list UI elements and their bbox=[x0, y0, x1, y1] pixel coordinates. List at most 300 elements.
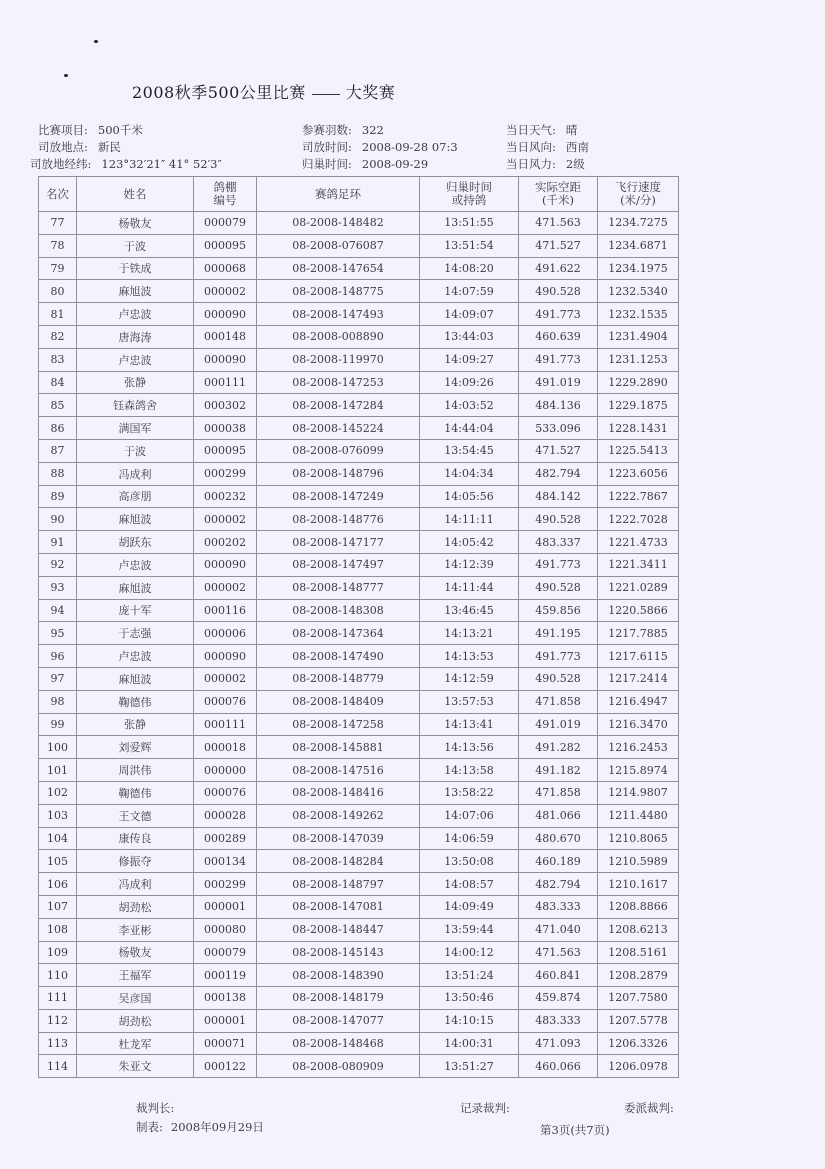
table-row bbox=[39, 234, 679, 257]
cell-speed: 1231.4904 bbox=[598, 325, 679, 348]
info-return-time-value: 2008-09-29 bbox=[361, 157, 429, 171]
cell-name: 修振夺 bbox=[77, 850, 194, 873]
cell-speed: 1217.7885 bbox=[598, 622, 679, 645]
table-row bbox=[39, 439, 679, 462]
info-entries bbox=[302, 122, 384, 138]
cell-rank: 91 bbox=[39, 531, 77, 554]
header-distance-line1: 实际空距 bbox=[535, 180, 581, 194]
cell-ring: 08-2008-147516 bbox=[257, 759, 420, 782]
cell-distance: 471.563 bbox=[519, 941, 598, 964]
cell-loft: 000299 bbox=[194, 873, 257, 896]
cell-distance: 490.528 bbox=[519, 280, 598, 303]
footer-chief-judge bbox=[136, 1100, 174, 1116]
cell-time: 14:05:42 bbox=[420, 531, 519, 554]
cell-distance: 471.858 bbox=[519, 781, 598, 804]
cell-time: 14:07:59 bbox=[420, 280, 519, 303]
cell-distance: 483.333 bbox=[519, 1009, 598, 1032]
cell-rank: 86 bbox=[39, 417, 77, 440]
cell-ring: 08-2008-147493 bbox=[257, 303, 420, 326]
cell-rank: 106 bbox=[39, 873, 77, 896]
cell-loft: 000002 bbox=[194, 576, 257, 599]
header-time-line2: 或持鸽 bbox=[451, 193, 487, 207]
cell-speed: 1220.5866 bbox=[598, 599, 679, 622]
cell-rank: 104 bbox=[39, 827, 77, 850]
cell-distance: 480.670 bbox=[519, 827, 598, 850]
cell-ring: 08-2008-147497 bbox=[257, 553, 420, 576]
cell-loft: 000002 bbox=[194, 280, 257, 303]
table-row bbox=[39, 895, 679, 918]
cell-distance: 491.282 bbox=[519, 736, 598, 759]
page-info: 第3页(共7页) bbox=[540, 1123, 610, 1137]
table-row bbox=[39, 736, 679, 759]
cell-ring: 08-2008-148796 bbox=[257, 462, 420, 485]
cell-name: 麻旭波 bbox=[77, 576, 194, 599]
cell-loft: 000111 bbox=[194, 371, 257, 394]
cell-speed: 1225.5413 bbox=[598, 439, 679, 462]
info-location bbox=[38, 139, 121, 155]
cell-distance: 471.858 bbox=[519, 690, 598, 713]
cell-name: 朱亚文 bbox=[77, 1055, 194, 1078]
cell-rank: 84 bbox=[39, 371, 77, 394]
info-entries-value: 322 bbox=[361, 123, 384, 137]
table-row bbox=[39, 645, 679, 668]
table-row bbox=[39, 212, 679, 235]
cell-distance: 491.019 bbox=[519, 713, 598, 736]
cell-distance: 481.066 bbox=[519, 804, 598, 827]
cell-time: 14:12:59 bbox=[420, 667, 519, 690]
table-row bbox=[39, 325, 679, 348]
cell-time: 14:13:53 bbox=[420, 645, 519, 668]
table-row bbox=[39, 667, 679, 690]
cell-ring: 08-2008-147364 bbox=[257, 622, 420, 645]
cell-loft: 000090 bbox=[194, 303, 257, 326]
cell-distance: 460.189 bbox=[519, 850, 598, 873]
table-row bbox=[39, 508, 679, 531]
cell-speed: 1216.4947 bbox=[598, 690, 679, 713]
scan-speck bbox=[94, 40, 98, 43]
cell-speed: 1211.4480 bbox=[598, 804, 679, 827]
results-table bbox=[38, 176, 679, 1078]
table-row bbox=[39, 576, 679, 599]
cell-distance: 459.856 bbox=[519, 599, 598, 622]
cell-rank: 101 bbox=[39, 759, 77, 782]
info-return-time-label: 归巢时间: bbox=[302, 157, 352, 171]
cell-rank: 111 bbox=[39, 987, 77, 1010]
cell-name: 麻旭波 bbox=[77, 280, 194, 303]
cell-rank: 100 bbox=[39, 736, 77, 759]
cell-distance: 533.096 bbox=[519, 417, 598, 440]
table-row bbox=[39, 303, 679, 326]
cell-rank: 114 bbox=[39, 1055, 77, 1078]
cell-loft: 000000 bbox=[194, 759, 257, 782]
info-event-label: 比赛项目: bbox=[38, 123, 88, 137]
table-row bbox=[39, 690, 679, 713]
cell-name: 麻旭波 bbox=[77, 667, 194, 690]
cell-name: 卢忠波 bbox=[77, 303, 194, 326]
cell-loft: 000289 bbox=[194, 827, 257, 850]
cell-ring: 08-2008-148779 bbox=[257, 667, 420, 690]
cell-loft: 000090 bbox=[194, 645, 257, 668]
header-speed-line1: 飞行速度 bbox=[615, 180, 661, 194]
cell-loft: 000232 bbox=[194, 485, 257, 508]
cell-speed: 1214.9807 bbox=[598, 781, 679, 804]
cell-rank: 94 bbox=[39, 599, 77, 622]
cell-loft: 000079 bbox=[194, 212, 257, 235]
cell-rank: 90 bbox=[39, 508, 77, 531]
table-row bbox=[39, 1032, 679, 1055]
cell-ring: 08-2008-147490 bbox=[257, 645, 420, 668]
cell-name: 于波 bbox=[77, 234, 194, 257]
info-coords-value: 123°32′21″ 41° 52′3″ bbox=[101, 157, 222, 171]
cell-rank: 79 bbox=[39, 257, 77, 280]
cell-rank: 85 bbox=[39, 394, 77, 417]
info-wind-force bbox=[506, 156, 585, 172]
header-ring: 赛鸽足环 bbox=[257, 177, 420, 212]
cell-time: 13:58:22 bbox=[420, 781, 519, 804]
cell-distance: 484.136 bbox=[519, 394, 598, 417]
table-row bbox=[39, 781, 679, 804]
cell-rank: 83 bbox=[39, 348, 77, 371]
cell-speed: 1206.3326 bbox=[598, 1032, 679, 1055]
cell-rank: 87 bbox=[39, 439, 77, 462]
cell-time: 13:50:46 bbox=[420, 987, 519, 1010]
cell-name: 杨敬友 bbox=[77, 941, 194, 964]
cell-time: 14:08:57 bbox=[420, 873, 519, 896]
cell-time: 13:50:08 bbox=[420, 850, 519, 873]
cell-ring: 08-2008-145143 bbox=[257, 941, 420, 964]
footer-prepared bbox=[136, 1119, 264, 1135]
cell-speed: 1222.7028 bbox=[598, 508, 679, 531]
cell-ring: 08-2008-148409 bbox=[257, 690, 420, 713]
cell-ring: 08-2008-148447 bbox=[257, 918, 420, 941]
cell-rank: 80 bbox=[39, 280, 77, 303]
cell-time: 14:00:31 bbox=[420, 1032, 519, 1055]
cell-name: 杜龙军 bbox=[77, 1032, 194, 1055]
cell-ring: 08-2008-149262 bbox=[257, 804, 420, 827]
cell-loft: 000134 bbox=[194, 850, 257, 873]
title-suffix: 大奖赛 bbox=[345, 83, 396, 102]
cell-ring: 08-2008-148482 bbox=[257, 212, 420, 235]
cell-distance: 483.337 bbox=[519, 531, 598, 554]
cell-ring: 08-2008-080909 bbox=[257, 1055, 420, 1078]
cell-name: 卢忠波 bbox=[77, 553, 194, 576]
table-row bbox=[39, 713, 679, 736]
cell-distance: 491.773 bbox=[519, 348, 598, 371]
cell-name: 张静 bbox=[77, 371, 194, 394]
table-row bbox=[39, 827, 679, 850]
table-row bbox=[39, 348, 679, 371]
cell-name: 卢忠波 bbox=[77, 645, 194, 668]
cell-rank: 103 bbox=[39, 804, 77, 827]
cell-ring: 08-2008-119970 bbox=[257, 348, 420, 371]
cell-distance: 491.195 bbox=[519, 622, 598, 645]
table-row bbox=[39, 371, 679, 394]
cell-distance: 471.527 bbox=[519, 234, 598, 257]
cell-name: 鞠德伟 bbox=[77, 690, 194, 713]
footer-page-info bbox=[540, 1122, 610, 1138]
cell-loft: 000090 bbox=[194, 553, 257, 576]
cell-name: 刘爱辉 bbox=[77, 736, 194, 759]
cell-time: 14:06:59 bbox=[420, 827, 519, 850]
info-event bbox=[38, 122, 143, 138]
cell-loft: 000018 bbox=[194, 736, 257, 759]
table-row bbox=[39, 964, 679, 987]
cell-name: 唐海涛 bbox=[77, 325, 194, 348]
cell-ring: 08-2008-147077 bbox=[257, 1009, 420, 1032]
info-entries-label: 参赛羽数: bbox=[302, 123, 352, 137]
table-row bbox=[39, 462, 679, 485]
info-event-value: 500千米 bbox=[97, 123, 143, 137]
cell-distance: 491.622 bbox=[519, 257, 598, 280]
footer-recorder bbox=[460, 1100, 510, 1116]
cell-loft: 000119 bbox=[194, 964, 257, 987]
cell-name: 周洪伟 bbox=[77, 759, 194, 782]
cell-distance: 471.093 bbox=[519, 1032, 598, 1055]
info-weather-value: 晴 bbox=[565, 123, 578, 137]
cell-time: 14:13:21 bbox=[420, 622, 519, 645]
cell-time: 14:05:56 bbox=[420, 485, 519, 508]
cell-speed: 1217.2414 bbox=[598, 667, 679, 690]
cell-loft: 000148 bbox=[194, 325, 257, 348]
cell-speed: 1206.0978 bbox=[598, 1055, 679, 1078]
cell-rank: 93 bbox=[39, 576, 77, 599]
cell-name: 满国军 bbox=[77, 417, 194, 440]
cell-speed: 1234.7275 bbox=[598, 212, 679, 235]
cell-distance: 459.874 bbox=[519, 987, 598, 1010]
table-row bbox=[39, 280, 679, 303]
cell-name: 钰森鸽舍 bbox=[77, 394, 194, 417]
cell-rank: 109 bbox=[39, 941, 77, 964]
cell-speed: 1208.5161 bbox=[598, 941, 679, 964]
cell-time: 14:07:06 bbox=[420, 804, 519, 827]
cell-speed: 1217.6115 bbox=[598, 645, 679, 668]
header-distance bbox=[519, 177, 598, 212]
cell-distance: 471.040 bbox=[519, 918, 598, 941]
cell-loft: 000079 bbox=[194, 941, 257, 964]
cell-ring: 08-2008-145881 bbox=[257, 736, 420, 759]
cell-speed: 1207.7580 bbox=[598, 987, 679, 1010]
table-row bbox=[39, 759, 679, 782]
cell-distance: 484.142 bbox=[519, 485, 598, 508]
cell-distance: 490.528 bbox=[519, 508, 598, 531]
info-location-label: 司放地点: bbox=[38, 140, 88, 154]
cell-time: 13:51:24 bbox=[420, 964, 519, 987]
page-title bbox=[132, 80, 395, 103]
header-time bbox=[420, 177, 519, 212]
cell-ring: 08-2008-147258 bbox=[257, 713, 420, 736]
cell-loft: 000090 bbox=[194, 348, 257, 371]
cell-name: 李亚彬 bbox=[77, 918, 194, 941]
cell-rank: 78 bbox=[39, 234, 77, 257]
cell-distance: 491.182 bbox=[519, 759, 598, 782]
cell-ring: 08-2008-147039 bbox=[257, 827, 420, 850]
cell-name: 于铁成 bbox=[77, 257, 194, 280]
cell-ring: 08-2008-148777 bbox=[257, 576, 420, 599]
chief-judge-label: 裁判长: bbox=[136, 1101, 175, 1115]
header-distance-line2: (千米) bbox=[542, 193, 574, 207]
table-body bbox=[39, 212, 679, 1078]
cell-ring: 08-2008-008890 bbox=[257, 325, 420, 348]
cell-loft: 000001 bbox=[194, 1009, 257, 1032]
cell-time: 14:13:56 bbox=[420, 736, 519, 759]
cell-time: 14:13:41 bbox=[420, 713, 519, 736]
cell-name: 麻旭波 bbox=[77, 508, 194, 531]
cell-loft: 000299 bbox=[194, 462, 257, 485]
cell-loft: 000095 bbox=[194, 234, 257, 257]
cell-speed: 1221.3411 bbox=[598, 553, 679, 576]
cell-time: 14:09:27 bbox=[420, 348, 519, 371]
cell-speed: 1232.1535 bbox=[598, 303, 679, 326]
cell-loft: 000001 bbox=[194, 895, 257, 918]
cell-distance: 483.333 bbox=[519, 895, 598, 918]
cell-ring: 08-2008-148179 bbox=[257, 987, 420, 1010]
cell-distance: 482.794 bbox=[519, 462, 598, 485]
cell-speed: 1208.8866 bbox=[598, 895, 679, 918]
cell-ring: 08-2008-147654 bbox=[257, 257, 420, 280]
cell-name: 冯成利 bbox=[77, 873, 194, 896]
header-speed-line2: (米/分) bbox=[620, 193, 656, 207]
cell-ring: 08-2008-147253 bbox=[257, 371, 420, 394]
cell-speed: 1208.2879 bbox=[598, 964, 679, 987]
header-speed bbox=[598, 177, 679, 212]
cell-time: 14:09:49 bbox=[420, 895, 519, 918]
cell-loft: 000138 bbox=[194, 987, 257, 1010]
table-row bbox=[39, 531, 679, 554]
info-wind-force-label: 当日风力: bbox=[506, 157, 556, 171]
cell-rank: 110 bbox=[39, 964, 77, 987]
table-row bbox=[39, 918, 679, 941]
cell-rank: 108 bbox=[39, 918, 77, 941]
cell-loft: 000122 bbox=[194, 1055, 257, 1078]
cell-speed: 1210.8065 bbox=[598, 827, 679, 850]
cell-time: 13:57:53 bbox=[420, 690, 519, 713]
cell-loft: 000076 bbox=[194, 781, 257, 804]
cell-speed: 1231.1253 bbox=[598, 348, 679, 371]
cell-name: 胡跃东 bbox=[77, 531, 194, 554]
delegate-label: 委派裁判: bbox=[624, 1101, 674, 1115]
cell-loft: 000006 bbox=[194, 622, 257, 645]
cell-time: 14:00:12 bbox=[420, 941, 519, 964]
table-row bbox=[39, 873, 679, 896]
info-release-time-value: 2008-09-28 07:3 bbox=[361, 140, 458, 154]
cell-time: 13:44:03 bbox=[420, 325, 519, 348]
cell-ring: 08-2008-148308 bbox=[257, 599, 420, 622]
cell-ring: 08-2008-148776 bbox=[257, 508, 420, 531]
cell-loft: 000111 bbox=[194, 713, 257, 736]
cell-time: 14:04:34 bbox=[420, 462, 519, 485]
cell-speed: 1207.5778 bbox=[598, 1009, 679, 1032]
cell-speed: 1221.0289 bbox=[598, 576, 679, 599]
cell-rank: 105 bbox=[39, 850, 77, 873]
cell-time: 13:54:45 bbox=[420, 439, 519, 462]
cell-rank: 102 bbox=[39, 781, 77, 804]
header-name: 姓名 bbox=[77, 177, 194, 212]
table-row bbox=[39, 850, 679, 873]
cell-loft: 000076 bbox=[194, 690, 257, 713]
table-row bbox=[39, 941, 679, 964]
scan-speck bbox=[64, 74, 68, 77]
cell-rank: 99 bbox=[39, 713, 77, 736]
cell-speed: 1216.3470 bbox=[598, 713, 679, 736]
info-coords bbox=[30, 156, 222, 172]
cell-time: 14:10:15 bbox=[420, 1009, 519, 1032]
cell-time: 14:09:26 bbox=[420, 371, 519, 394]
cell-loft: 000080 bbox=[194, 918, 257, 941]
cell-distance: 460.841 bbox=[519, 964, 598, 987]
cell-rank: 82 bbox=[39, 325, 77, 348]
info-wind-direction-label: 当日风向: bbox=[506, 140, 556, 154]
cell-speed: 1210.5989 bbox=[598, 850, 679, 873]
cell-distance: 491.773 bbox=[519, 645, 598, 668]
cell-distance: 491.019 bbox=[519, 371, 598, 394]
cell-rank: 96 bbox=[39, 645, 77, 668]
cell-loft: 000095 bbox=[194, 439, 257, 462]
cell-loft: 000038 bbox=[194, 417, 257, 440]
cell-name: 于波 bbox=[77, 439, 194, 462]
table-row bbox=[39, 417, 679, 440]
cell-ring: 08-2008-145224 bbox=[257, 417, 420, 440]
cell-ring: 08-2008-148390 bbox=[257, 964, 420, 987]
table-row bbox=[39, 1009, 679, 1032]
cell-name: 康传良 bbox=[77, 827, 194, 850]
cell-speed: 1232.5340 bbox=[598, 280, 679, 303]
cell-time: 14:11:44 bbox=[420, 576, 519, 599]
cell-speed: 1216.2453 bbox=[598, 736, 679, 759]
cell-loft: 000202 bbox=[194, 531, 257, 554]
info-coords-label: 司放地经纬: bbox=[30, 157, 92, 171]
cell-time: 14:11:11 bbox=[420, 508, 519, 531]
title-blank bbox=[312, 94, 340, 95]
cell-time: 13:51:55 bbox=[420, 212, 519, 235]
cell-speed: 1215.8974 bbox=[598, 759, 679, 782]
info-wind-direction-value: 西南 bbox=[565, 140, 589, 154]
table-row bbox=[39, 622, 679, 645]
header-loft-line1: 鸽棚 bbox=[213, 180, 237, 194]
cell-rank: 88 bbox=[39, 462, 77, 485]
cell-loft: 000071 bbox=[194, 1032, 257, 1055]
cell-time: 14:03:52 bbox=[420, 394, 519, 417]
header-time-line1: 归巢时间 bbox=[446, 180, 492, 194]
header-loft-line2: 编号 bbox=[213, 193, 237, 207]
cell-ring: 08-2008-147081 bbox=[257, 895, 420, 918]
cell-ring: 08-2008-076087 bbox=[257, 234, 420, 257]
cell-distance: 491.773 bbox=[519, 553, 598, 576]
cell-speed: 1223.6056 bbox=[598, 462, 679, 485]
prepared-date: 2008年09月29日 bbox=[170, 1120, 264, 1134]
cell-loft: 000028 bbox=[194, 804, 257, 827]
recorder-label: 记录裁判: bbox=[460, 1101, 510, 1115]
header-loft bbox=[194, 177, 257, 212]
table-row bbox=[39, 553, 679, 576]
cell-name: 吴彦国 bbox=[77, 987, 194, 1010]
cell-rank: 112 bbox=[39, 1009, 77, 1032]
cell-loft: 000002 bbox=[194, 508, 257, 531]
cell-speed: 1229.2890 bbox=[598, 371, 679, 394]
cell-rank: 97 bbox=[39, 667, 77, 690]
table-row bbox=[39, 804, 679, 827]
cell-time: 14:13:58 bbox=[420, 759, 519, 782]
info-wind-direction bbox=[506, 139, 589, 155]
cell-rank: 92 bbox=[39, 553, 77, 576]
cell-name: 庞十军 bbox=[77, 599, 194, 622]
cell-loft: 000068 bbox=[194, 257, 257, 280]
cell-ring: 08-2008-147249 bbox=[257, 485, 420, 508]
header-rank: 名次 bbox=[39, 177, 77, 212]
info-release-time-label: 司放时间: bbox=[302, 140, 352, 154]
info-wind-force-value: 2级 bbox=[565, 157, 585, 171]
cell-rank: 77 bbox=[39, 212, 77, 235]
table-row bbox=[39, 485, 679, 508]
